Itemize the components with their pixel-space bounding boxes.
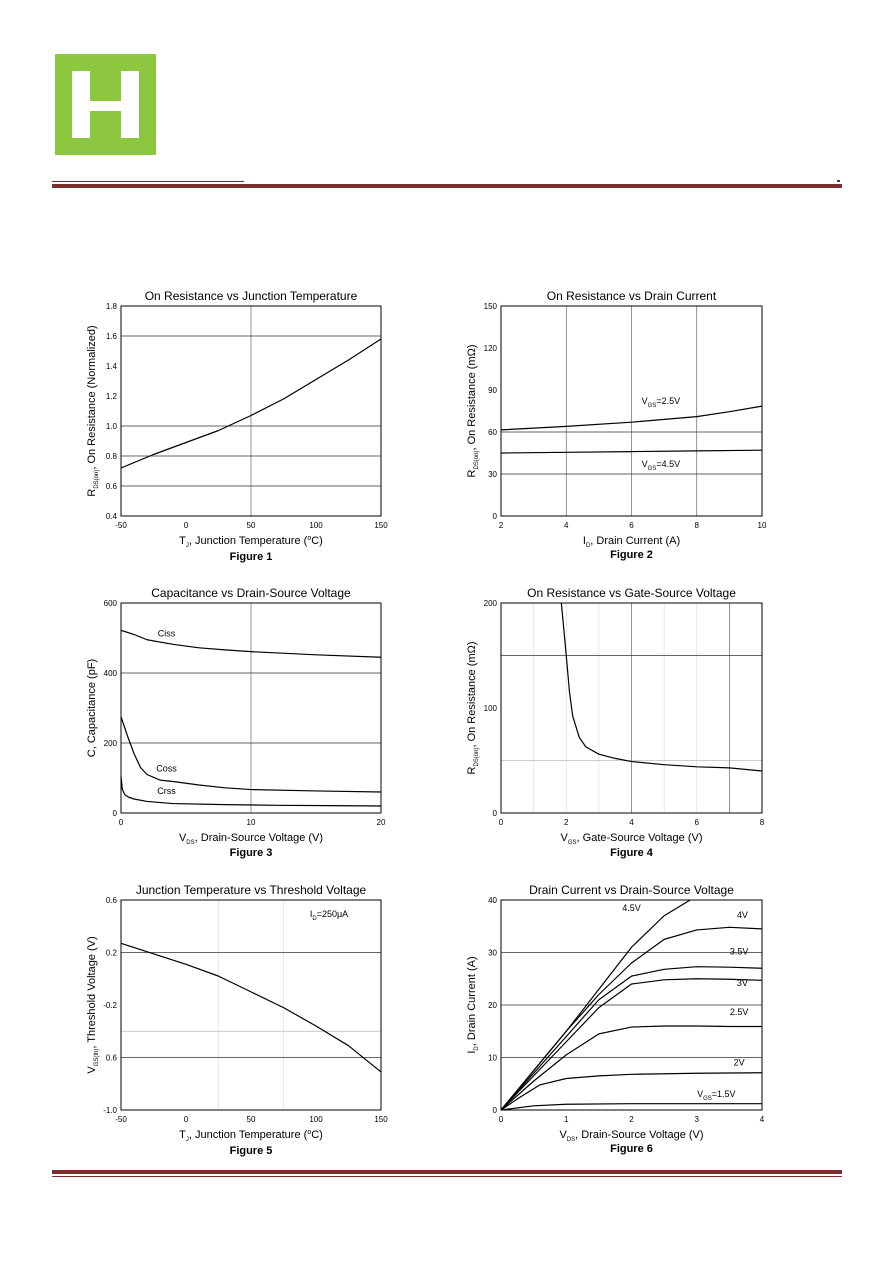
annotation-label	[737, 910, 748, 920]
annotation-label-part-0: 2.5V	[729, 1006, 749, 1017]
x-tick-label: 150	[374, 521, 388, 530]
y-axis-label-part-0: R	[466, 766, 478, 775]
x-tick-label: 4	[564, 521, 569, 530]
y-axis-label-part-2: , On Resistance (Normalized)	[86, 325, 98, 470]
x-axis-label-part-0: T	[179, 535, 186, 547]
x-axis-label-part-1: J	[185, 543, 189, 549]
annotation-label	[310, 909, 348, 922]
annotation-label	[156, 764, 177, 774]
x-tick-label: 100	[309, 521, 323, 530]
y-tick-label: 120	[483, 344, 497, 353]
y-tick-label: 1.2	[105, 392, 117, 401]
y-tick-label: 30	[488, 470, 497, 479]
x-tick-label: 8	[759, 818, 765, 827]
x-axis-label-part-0: V	[559, 1129, 567, 1141]
y-axis-label-part-2: , Drain Current (A)	[466, 956, 478, 1047]
annotation-label	[730, 1007, 749, 1017]
x-tick-label: 4	[629, 818, 634, 827]
figure-caption: Figure 3	[229, 847, 273, 859]
y-tick-label: 1.8	[105, 302, 117, 311]
annotation-label-part-0: 4.5V	[622, 903, 641, 914]
x-axis-label	[559, 1129, 703, 1143]
chart-3	[86, 586, 386, 859]
x-tick-label: 150	[374, 1115, 388, 1124]
annotation-label-part-0: V	[697, 1088, 704, 1099]
annotation-label	[697, 1089, 735, 1102]
y-axis-label	[466, 956, 480, 1053]
x-tick-label: 50	[246, 521, 256, 530]
x-axis-label-part-1: DS	[566, 1137, 576, 1143]
series-line-1	[561, 603, 762, 771]
y-axis-label-part-0: I	[466, 1050, 478, 1054]
annotation-label-part-0: 2V	[733, 1057, 745, 1068]
y-tick-label: 0.8	[105, 452, 117, 461]
y-axis-label-part-2: , Threshold Voltage (V)	[86, 936, 98, 1049]
annotation-label-part-0: Coss	[156, 763, 177, 774]
x-axis-label	[179, 832, 323, 846]
annotation-label-part-0: V	[641, 459, 648, 469]
y-tick-label: 0.6	[105, 1053, 117, 1063]
annotation-label-part-0: 3V	[736, 978, 748, 989]
y-axis-label-part-1: D	[474, 1046, 480, 1051]
figure-caption: Figure 1	[229, 551, 273, 563]
x-axis-label-part-0: V	[178, 832, 187, 844]
footer-thin-rule	[52, 1176, 842, 1177]
annotation-label-part-2: =250μA	[316, 909, 349, 920]
y-tick-label: 0.6	[105, 482, 117, 491]
annotation-label-part-0: I	[309, 909, 313, 920]
x-axis-label-part-2: , Junction Temperature (	[188, 535, 308, 547]
x-tick-label: 2	[498, 521, 504, 530]
chart-4	[466, 586, 765, 859]
x-tick-label: 0	[498, 1115, 504, 1124]
figure-caption: Figure 4	[610, 847, 653, 859]
x-axis-label-part-4: C)	[311, 535, 323, 547]
x-tick-label: 6	[694, 818, 699, 827]
annotation-label-part-1: GS	[647, 466, 657, 472]
x-axis-label	[561, 832, 703, 846]
y-tick-label: 1.4	[105, 362, 117, 371]
y-tick-label: 10	[488, 1053, 497, 1063]
x-tick-label: 20	[376, 818, 386, 827]
chart-1	[86, 289, 388, 563]
y-axis-label-part-0: V	[86, 1066, 98, 1074]
y-axis-label	[466, 642, 480, 775]
figure-caption: Figure 2	[610, 549, 653, 561]
chart-6	[466, 883, 765, 1155]
annotation-label	[158, 628, 176, 638]
y-tick-label: 40	[488, 896, 497, 905]
x-tick-label: 0	[118, 818, 124, 827]
y-tick-label: 1.6	[105, 332, 117, 341]
x-tick-label: -50	[115, 1115, 127, 1124]
y-axis-label-part-1: DS(on)	[474, 747, 480, 767]
annotation-label-part-2: =2.5V	[656, 396, 681, 406]
x-tick-label: 10	[757, 521, 767, 530]
x-axis-label	[179, 1129, 323, 1143]
x-axis-label-part-1: J	[185, 1137, 189, 1143]
series-line-2	[501, 927, 762, 1110]
y-tick-label: -1.0	[103, 1106, 117, 1115]
chart-title: On Resistance vs Gate-Source Voltage	[527, 586, 736, 600]
annotation-label	[642, 459, 680, 472]
y-tick-label: 0.2	[105, 948, 117, 958]
x-tick-label: 100	[309, 1115, 323, 1124]
x-axis-label-part-2: , Junction Temperature (	[188, 1129, 308, 1141]
x-axis-label-part-3: o	[307, 1129, 312, 1136]
x-axis-label-part-1: GS	[567, 840, 577, 846]
chart-2	[466, 289, 767, 561]
y-tick-label: 30	[488, 948, 497, 958]
footer-rule	[52, 1170, 842, 1174]
x-tick-label: 0	[183, 521, 189, 530]
y-axis-label-part-0: C, Capacitance (pF)	[86, 658, 98, 758]
y-axis-label-part-2: , On Resistance (mΩ)	[466, 641, 478, 748]
y-tick-label: 0	[492, 512, 497, 521]
y-tick-label: 150	[483, 302, 497, 311]
annotation-label-part-0: Crss	[157, 785, 176, 796]
x-axis-label	[179, 535, 323, 549]
x-tick-label: -50	[115, 521, 127, 530]
x-tick-label: 2	[629, 1115, 634, 1124]
x-tick-label: 2	[564, 818, 569, 827]
y-axis-label-part-1: DS(on)	[474, 450, 480, 470]
chart-title: Junction Temperature vs Threshold Voltage	[135, 883, 367, 897]
y-axis-label	[86, 325, 100, 496]
y-tick-label: 0	[492, 1106, 497, 1115]
y-tick-label: 60	[488, 428, 497, 437]
chart-title: On Resistance vs Junction Temperature	[144, 289, 358, 303]
chart-5	[86, 883, 388, 1157]
x-axis-label-part-0: I	[582, 535, 586, 547]
y-axis-label-part-0: R	[466, 469, 478, 478]
x-axis-label-part-2: , Drain-Source Voltage (V)	[575, 1129, 704, 1141]
annotation-label-part-0: 4V	[736, 909, 748, 920]
y-tick-label: 0.4	[105, 512, 117, 521]
y-axis-label-part-0: R	[86, 488, 98, 497]
y-tick-label: -0.2	[103, 1001, 117, 1010]
x-tick-label: 4	[759, 1115, 765, 1124]
chart-title: Capacitance vs Drain-Source Voltage	[151, 586, 351, 600]
x-axis-label-part-2: , Drain Current (A)	[590, 535, 681, 547]
y-tick-label: 400	[103, 669, 117, 678]
x-tick-label: 1	[564, 1115, 569, 1124]
x-axis-label-part-0: V	[560, 832, 568, 844]
y-axis-label	[86, 936, 100, 1073]
y-tick-label: 200	[483, 599, 497, 608]
annotation-label-part-2: =1.5V	[711, 1088, 736, 1099]
y-axis-label	[86, 659, 98, 757]
series-line-1	[121, 943, 381, 1072]
x-tick-label: 10	[246, 818, 256, 827]
y-tick-label: 0.6	[105, 896, 117, 905]
y-tick-label: 1.0	[105, 422, 117, 431]
y-tick-label: 100	[483, 704, 497, 713]
x-axis-label-part-3: o	[307, 535, 312, 542]
x-axis-label-part-1: D	[585, 543, 591, 549]
annotation-label	[737, 978, 748, 988]
y-tick-label: 600	[103, 599, 117, 608]
chart-title: Drain Current vs Drain-Source Voltage	[529, 883, 734, 897]
annotation-label	[157, 786, 176, 796]
x-tick-label: 0	[183, 1115, 189, 1124]
x-axis-label	[583, 535, 680, 549]
annotation-label-part-2: =4.5V	[656, 459, 681, 469]
x-axis-label-part-4: C)	[311, 1129, 323, 1141]
x-tick-label: 8	[694, 521, 699, 530]
x-tick-label: 0	[498, 818, 504, 827]
x-axis-label-part-2: , Drain-Source Voltage (V)	[194, 832, 324, 844]
x-tick-label: 3	[694, 1115, 699, 1124]
y-axis-label-part-1: DS(on)	[94, 469, 100, 489]
annotation-label-part-0: V	[641, 396, 648, 406]
y-axis-label-part-2: , On Resistance (mΩ)	[466, 344, 478, 451]
y-tick-label: 200	[103, 739, 117, 748]
annotation-label	[730, 947, 749, 957]
y-axis-label-part-1: GS(th)	[94, 1048, 100, 1067]
x-axis-label-part-1: DS	[186, 840, 195, 846]
x-axis-label-part-2: , Gate-Source Voltage (V)	[576, 832, 703, 844]
y-tick-label: 20	[488, 1001, 497, 1010]
x-tick-label: 50	[246, 1115, 256, 1124]
series-line-7	[501, 1104, 762, 1110]
figure-caption: Figure 6	[610, 1143, 653, 1155]
figure-caption: Figure 5	[229, 1145, 273, 1157]
annotation-label	[734, 1057, 745, 1067]
annotation-label	[642, 396, 680, 409]
annotation-label-part-1: GS	[647, 403, 657, 409]
x-tick-label: 6	[629, 521, 634, 530]
annotation-label-part-0: 3.5V	[729, 946, 749, 957]
annotation-label-part-1: D	[312, 916, 317, 923]
annotation-label	[622, 903, 641, 913]
plot-frame	[121, 900, 381, 1110]
x-axis-label-part-0: T	[179, 1129, 186, 1141]
y-tick-label: 0	[492, 809, 497, 818]
y-tick-label: 0	[112, 809, 117, 818]
annotation-label-part-1: GS	[703, 1095, 712, 1102]
annotation-label-part-0: Ciss	[157, 628, 176, 639]
y-tick-label: 90	[488, 386, 497, 395]
y-axis-label	[466, 345, 480, 478]
chart-title: On Resistance vs Drain Current	[546, 289, 717, 303]
